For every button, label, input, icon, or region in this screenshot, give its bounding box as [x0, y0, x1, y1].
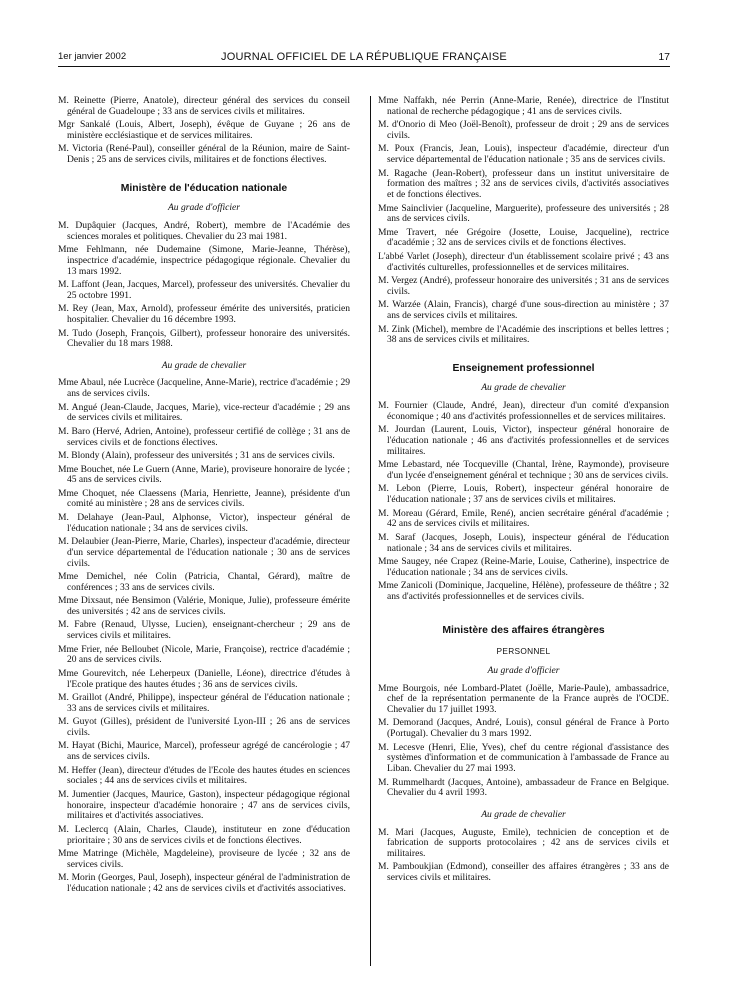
entry: Mme Naffakh, née Perrin (Anne-Marie, Renée), directrice de l'Institut national de recherche pédagogique ; 41 ans de services civils.: [378, 95, 669, 117]
section3-chevaliers-list: [378, 828, 669, 884]
section2-list: [378, 401, 669, 603]
entry: M. Vergez (André), professeur honoraire des universités ; 31 ans de services civils.: [378, 275, 670, 297]
entry: Mme Bouchet, née Le Guern (Anne, Marie), proviseure honoraire de lycée ; 45 ans de services civils.: [58, 463, 350, 486]
entry: M. Moreau (Gérard, Emile, René), ancien secrétaire général d'académie ; 42 ans de services civils et militaires.: [378, 507, 669, 530]
entry: Mme Sainclivier (Jacqueline, Marguerite), professeure des universités ; 28 ans de services civils.: [378, 202, 669, 225]
section3-grade-officier-heading: Au grade d'officier: [487, 664, 560, 676]
entry: M. Dupâquier (Jacques, André, Robert), membre de l'Académie des sciences morales et politiques. Chevalier du 23 mai 1981.: [58, 220, 350, 242]
section3-subheading: PERSONNEL: [496, 646, 551, 657]
entry: M. Graillot (André, Philippe), inspecteur général de l'éducation nationale ; 33 ans de services civils et militaires.: [58, 692, 350, 714]
entry: M. Demorand (Jacques, André, Louis), consul général de France à Porto (Portugal). Chevalier du 3 mars 1992.: [378, 717, 669, 740]
entry: M. Blondy (Alain), professeur des universités ; 31 ans de services civils.: [58, 450, 335, 462]
entry: M. Delahaye (Jean-Paul, Alphonse, Victor), inspecteur général de l'éducation nationale ; 34 ans de services civils.: [58, 511, 350, 534]
entry: M. Tudo (Joseph, François, Gilbert), professeur honoraire des universités. Chevalier du 18 mars 1988.: [58, 327, 350, 350]
entry: M. Ragache (Jean-Robert), professeur dans un institut universitaire de formation des maîtres ; 32 ans de services civils, d'activités associatives et de fonctions électives.: [378, 167, 669, 201]
entry: L'abbé Varlet (Joseph), directeur d'un établissement scolaire privé ; 43 ans d'activités culturelles, professionnelles et de services militaires.: [378, 250, 669, 273]
entry: M. Zink (Michel), membre de l'Académie des inscriptions et belles lettres ; 38 ans de services civils et militaires.: [378, 323, 669, 346]
entry: M. Jumentier (Jacques, Maurice, Gaston), inspecteur pédagogique régional honoraire, inspecteur d'académie honoraire ; 47 ans de services civils, militaires et d'activités associatives.: [58, 788, 350, 822]
continued-list: [378, 96, 669, 346]
left-column: [58, 96, 350, 897]
chevaliers-list: [58, 378, 350, 894]
entry: M. Jourdan (Laurent, Louis, Victor), inspecteur général honoraire de l'éducation nationale ; 46 ans d'activités professionnelles et de services militaires.: [378, 424, 669, 457]
entry: M. Poux (Francis, Jean, Louis), inspecteur d'académie, directeur d'un service départemental de l'éducation nationale ; 35 ans de services civils.: [378, 143, 669, 166]
entry: M. Lebon (Pierre, Louis, Robert), inspecteur général honoraire de l'éducation nationale ; 37 ans de services civils et militaires.: [378, 483, 669, 506]
officiers-list: [58, 221, 350, 350]
entry: Mme Bourgois, née Lombard-Platet (Joëlle, Marie-Paule), ambassadrice, chef de la représentation permanente de la France auprès de l'OCDE. Chevalier du 17 juillet 1993.: [378, 682, 669, 715]
entry: M. Fournier (Claude, André, Jean), directeur d'un comité d'expansion économique ; 40 ans d'activités professionnelles et de services militaires.: [378, 400, 669, 422]
entry: M. Heffer (Jean), directeur d'études de l'Ecole des hautes études en sciences sociales ; 44 ans de services civils et militaires.: [58, 764, 350, 787]
entry: M. Warzée (Alain, Francis), chargé d'une sous-direction au ministère ; 37 ans de services civils et militaires.: [378, 299, 669, 322]
entry: Mme Choquet, née Claessens (Maria, Henriette, Jeanne), présidente d'un comité au ministère ; 28 ans de services civils.: [58, 487, 350, 510]
grade-officier-heading: Au grade d'officier: [167, 202, 241, 214]
header-rule: [58, 66, 670, 67]
entry: M. Pamboukjian (Edmond), conseiller des affaires étrangères ; 33 ans de services civils et militaires.: [378, 861, 669, 884]
section-title-education: Ministère de l'éducation nationale: [120, 182, 288, 194]
section-title-enseignement: Enseignement professionnel: [452, 362, 595, 374]
entry: M. Lecesve (Henri, Elie, Yves), chef du centre régional d'assistance des systèmes d'information et de communication à l'ambassade de France au Liban. Chevalier du 27 mai 1993.: [378, 741, 669, 775]
section2-grade-heading: Au grade de chevalier: [481, 382, 566, 394]
page-header: [58, 51, 670, 65]
entry: M. Leclercq (Alain, Charles, Claude), instituteur en zone d'éducation prioritaire ; 30 ans de services civils et de fonctions électives.: [58, 823, 350, 846]
entry: M. Morin (Georges, Paul, Joseph), inspecteur général de l'administration de l'éducation nationale ; 42 ans de services civils et d'activités associatives.: [58, 872, 350, 894]
entry: M. Angué (Jean-Claude, Jacques, Marie), vice-recteur d'académie ; 29 ans de services civils et militaires.: [58, 401, 350, 424]
grade-chevalier-heading: Au grade de chevalier: [161, 359, 247, 371]
entry: M. Baro (Hervé, Adrien, Antoine), professeur certifié de collège ; 31 ans de services civils et de fonctions électives.: [58, 425, 350, 448]
intro-list: [58, 96, 350, 166]
entry: Mme Saugey, née Crapez (Reine-Marie, Louise, Catherine), inspectrice de l'éducation nationale ; 34 ans de services civils.: [378, 556, 669, 578]
entry: M. d'Onorio di Meo (Joël-Benoît), professeur de droit ; 29 ans de services civils.: [378, 119, 669, 141]
column-divider: [370, 96, 371, 966]
entry: M. Rummelhardt (Jacques, Antoine), ambassadeur de France en Belgique. Chevalier du 4 avril 1993.: [378, 776, 669, 799]
section3-grade-chevalier-heading: Au grade de chevalier: [481, 808, 566, 820]
entry: M. Laffont (Jean, Jacques, Marcel), professeur des universités. Chevalier du 25 octobre 1991.: [58, 279, 350, 301]
entry: Mme Matringe (Michèle, Magdeleine), proviseure de lycée ; 32 ans de services civils.: [58, 848, 350, 870]
entry: Mme Demichel, née Colin (Patricia, Chantal, Gérard), maître de conférences ; 33 ans de services civils.: [58, 571, 350, 593]
entry: M. Hayat (Bichi, Maurice, Marcel), professeur agrégé de cancérologie ; 47 ans de services civils.: [58, 740, 350, 763]
entry: Mme Fehlmann, née Dudemaine (Simone, Marie-Jeanne, Thérèse), inspectrice d'académie, inspectrice pédagogique régionale. Chevalier du 13 mars 1992.: [58, 244, 350, 277]
entry: Mme Dixsaut, née Bensimon (Valérie, Monique, Julie), professeure émérite des universités ; 42 ans de services civils.: [58, 595, 350, 617]
entry: M. Victoria (René-Paul), conseiller général de la Réunion, maire de Saint-Denis ; 25 ans de services civils, militaires et de fonctions électives.: [58, 143, 350, 166]
right-column: [378, 96, 669, 887]
entry: Mme Travert, née Grégoire (Josette, Louise, Jacqueline), rectrice d'académie ; 32 ans de services civils et de fonctions électives.: [378, 226, 669, 249]
entry: M. Saraf (Jacques, Joseph, Louis), inspecteur général de l'éducation nationale ; 34 ans de services civils et militaires.: [378, 531, 669, 554]
entry: M. Rey (Jean, Max, Arnold), professeur émérite des universités, praticien hospitalier. Chevalier du 16 décembre 1993.: [58, 303, 350, 326]
entry: Mme Lebastard, née Tocqueville (Chantal, Irène, Raymonde), proviseure d'un lycée d'enseignement général et technique ; 30 ans de services civils.: [378, 459, 669, 481]
header-title: JOURNAL OFFICIEL DE LA RÉPUBLIQUE FRANÇAISE: [221, 51, 507, 63]
entry: M. Guyot (Gilles), président de l'université Lyon-III ; 26 ans de services civils.: [58, 716, 350, 738]
header-page-number: 17: [658, 51, 670, 63]
entry: Mme Abaul, née Lucrèce (Jacqueline, Anne-Marie), rectrice d'académie ; 29 ans de services civils.: [58, 377, 350, 400]
entry: Mme Gourevitch, née Leherpeux (Danielle, Léone), directrice d'études à l'Ecole pratique des hautes études ; 36 ans de services civils.: [58, 667, 350, 690]
entry: Mgr Sankalé (Louis, Albert, Joseph), évêque de Guyane ; 26 ans de ministère ecclésiastique et de services militaires.: [58, 119, 350, 141]
entry: Mme Zanicoli (Dominique, Jacqueline, Hélène), professeure de théâtre ; 32 ans d'activités professionnelles et de services civils.: [378, 580, 669, 602]
entry: M. Fabre (Renaud, Ulysse, Lucien), enseignant-chercheur ; 29 ans de services civils et militaires.: [58, 619, 350, 642]
entry: M. Reinette (Pierre, Anatole), directeur général des services du conseil général de Guadeloupe ; 33 ans de services civils et militaires.: [58, 95, 350, 117]
entry: M. Delaubier (Jean-Pierre, Marie, Charles), inspecteur d'académie, directeur d'un service départemental de l'éducation nationale ; 30 ans de services civils.: [58, 536, 350, 569]
section-title-affaires-etrangeres: Ministère des affaires étrangères: [442, 625, 605, 637]
entry: Mme Frier, née Belloubet (Nicole, Marie, Françoise), rectrice d'académie ; 20 ans de services civils.: [58, 643, 350, 666]
section3-officiers-list: [378, 684, 669, 799]
entry: M. Mari (Jacques, Auguste, Emile), technicien de conception et de fabrication de supports protocolaires ; 42 ans de services civils et militaires.: [378, 826, 669, 859]
header-date: 1er janvier 2002: [58, 51, 127, 62]
